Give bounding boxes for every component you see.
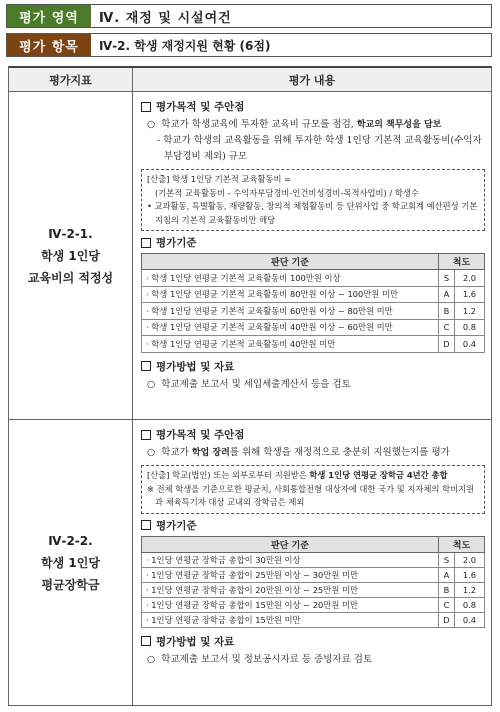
section-criteria: [141, 235, 485, 250]
column-header-row: [9, 68, 491, 92]
criteria-score: 1.2: [455, 582, 485, 597]
criteria-row: [142, 552, 485, 567]
criteria-text: · 1인당 연평균 장학금 총합이 20만원 이상 ~ 25만원 미만: [142, 582, 439, 597]
section-purpose: [141, 99, 485, 114]
calculation-box: [141, 465, 485, 514]
criteria-text: · 1인당 연평균 장학금 총합이 25만원 이상 ~ 30만원 미만: [142, 567, 439, 582]
section-purpose: [141, 427, 485, 442]
criteria-header-row: [142, 536, 485, 552]
criteria-grade: B: [439, 582, 455, 597]
method-text: 학교제출 보고서 및 세입세출계산서 등을 검토: [161, 378, 351, 390]
criteria-row: [142, 286, 485, 303]
indicator-name-line2: 평균장학금: [41, 578, 100, 592]
area-value: Ⅳ. 재정 및 시설여건: [99, 10, 232, 26]
calc-line-1-emphasis: 학생 1인당 연평균 장학금 4년간 총합: [309, 470, 448, 480]
section-title: 평가방법 및 자료: [156, 635, 235, 648]
circle-bullet-icon: ○: [147, 653, 156, 665]
circle-bullet-icon: ○: [147, 119, 156, 130]
area-header-row: [6, 4, 492, 28]
indicator-block-2: [9, 420, 491, 706]
criteria-grade: D: [439, 336, 455, 353]
criteria-header: 판단 기준: [142, 536, 439, 552]
criteria-score: 2.0: [455, 270, 485, 287]
section-criteria: [141, 518, 485, 533]
purpose-emphasis: 학업 장려: [191, 448, 230, 458]
purpose-text-post: 를 위해 학생을 재정적으로 충분히 지원했는지를 평가: [229, 447, 450, 458]
column-header-content: 평가 내용: [288, 73, 336, 87]
checkbox-square-icon: [141, 102, 151, 112]
criteria-text: · 학생 1인당 연평균 기본적 교육활동비 40만원 이상 ~ 60만원 미만: [142, 319, 439, 336]
criteria-score: 1.6: [455, 567, 485, 582]
indicator-label: [9, 420, 133, 706]
checkbox-square-icon: [141, 238, 151, 248]
indicator-name-line1: 학생 1인당: [41, 556, 100, 570]
criteria-row: [142, 582, 485, 597]
scale-header: 척도: [439, 254, 485, 270]
section-title: 평가목적 및 주안점: [156, 429, 245, 441]
criteria-row: [142, 270, 485, 287]
criteria-score: 1.6: [455, 286, 485, 303]
indicator-name-line1: 학생 1인당: [41, 248, 100, 263]
circle-bullet-icon: ○: [147, 378, 156, 390]
method-line: [141, 652, 485, 668]
criteria-score: 1.2: [455, 303, 485, 320]
section-title: 평가기준: [156, 237, 197, 249]
criteria-row: [142, 612, 485, 627]
purpose-line: [141, 117, 485, 133]
circle-bullet-icon: ○: [147, 447, 156, 458]
section-title: 평가방법 및 자료: [156, 360, 235, 373]
criteria-grade: C: [439, 319, 455, 336]
purpose-text: 학교가 학생교육에 투자한 교육비 규모를 점검,: [161, 119, 354, 130]
checkbox-square-icon: [141, 636, 151, 646]
criteria-row: [142, 319, 485, 336]
item-tag: 평가 항목: [7, 34, 91, 56]
criteria-row: [142, 567, 485, 582]
criteria-score: 0.8: [455, 319, 485, 336]
criteria-row: [142, 597, 485, 612]
criteria-header-row: [142, 254, 485, 270]
indicator-code: Ⅳ-2-2.: [48, 534, 93, 548]
calc-line-1: [산출] 학생 1인당 기본적 교육활동비 =: [147, 174, 292, 184]
criteria-score: 0.4: [455, 612, 485, 627]
evaluation-table: [8, 66, 492, 706]
area-tag: 평가 영역: [7, 5, 91, 27]
criteria-grade: S: [439, 552, 455, 567]
purpose-emphasis: 학교의 책무성을 담보: [356, 120, 442, 130]
criteria-grade: S: [439, 270, 455, 287]
criteria-text: · 학생 1인당 연평균 기본적 교육활동비 100만원 이상: [142, 270, 439, 287]
criteria-grade: D: [439, 612, 455, 627]
calc-note: • 교과활동, 특별활동, 재량활동, 창의적 체험활동비 등 단위사업 중 학교회계 예산편성 기본지침의 기본적 교육활동비만 해당: [147, 201, 478, 225]
calculation-box: [141, 169, 485, 231]
calc-note: ※ 전체 학생을 기준으로한 평균치, 사회통합전형 대상자에 대한 국가 및 지자체의 학비지원과 체육특기자 대상 교내외 장학금은 제외: [147, 483, 475, 507]
criteria-text: · 학생 1인당 연평균 기본적 교육활동비 80만원 이상 ~ 100만원 미만: [142, 286, 439, 303]
criteria-grade: A: [439, 286, 455, 303]
calc-line-2: (기본적 교육활동비 - 수익자부담경비-인건비성경비-목적사업비) / 학생수: [155, 187, 419, 198]
item-header-row: [6, 33, 492, 57]
criteria-grade: B: [439, 303, 455, 320]
criteria-text: · 1인당 연평균 장학금 총합이 15만원 미만: [142, 612, 439, 627]
criteria-grade: C: [439, 597, 455, 612]
purpose-sub-line: - 학교가 학생의 교육활동을 위해 투자한 학생 1인당 기본적 교육활동비(수익자부담경비 제외) 규모: [157, 135, 482, 162]
checkbox-square-icon: [141, 430, 151, 440]
section-method: [141, 634, 485, 649]
method-text: 학교제출 보고서 및 정보공시자료 등 증빙자료 검토: [161, 653, 373, 665]
column-header-indicator: 평가지표: [9, 68, 133, 91]
section-method: [141, 359, 485, 374]
section-title: 평가기준: [156, 519, 197, 532]
indicator-name-line2: 교육비의 적정성: [27, 270, 114, 285]
criteria-grade: A: [439, 567, 455, 582]
criteria-text: · 학생 1인당 연평균 기본적 교육활동비 60만원 이상 ~ 80만원 미만: [142, 303, 439, 320]
criteria-text: · 1인당 연평균 장학금 총합이 30만원 이상: [142, 552, 439, 567]
indicator-block-1: [9, 92, 491, 420]
section-title: 평가목적 및 주안점: [156, 101, 245, 113]
indicator-content: [133, 92, 491, 419]
criteria-row: [142, 303, 485, 320]
criteria-text: · 1인당 연평균 장학금 총합이 15만원 이상 ~ 20만원 미만: [142, 597, 439, 612]
purpose-line: [141, 445, 485, 461]
criteria-text: · 학생 1인당 연평균 기본적 교육활동비 40만원 미만: [142, 336, 439, 353]
indicator-label: [9, 92, 133, 419]
indicator-content: [133, 420, 491, 706]
criteria-score: 0.4: [455, 336, 485, 353]
method-line: [141, 377, 485, 393]
criteria-row: [142, 336, 485, 353]
criteria-header: 판단 기준: [142, 254, 439, 270]
calc-line-1: [147, 469, 479, 483]
criteria-table: [141, 253, 485, 353]
purpose-text: 학교가: [161, 447, 189, 458]
checkbox-square-icon: [141, 520, 151, 530]
scale-header: 척도: [439, 536, 485, 552]
criteria-score: 2.0: [455, 552, 485, 567]
item-value: Ⅳ-2. 학생 재정지원 현황 (6점): [99, 38, 271, 53]
checkbox-square-icon: [141, 361, 151, 371]
criteria-table: [141, 536, 485, 628]
criteria-score: 0.8: [455, 597, 485, 612]
calc-line-1-text: [산출] 학교(법인) 또는 외부로부터 지원받은: [147, 470, 307, 480]
indicator-code: Ⅳ-2-1.: [48, 226, 93, 241]
